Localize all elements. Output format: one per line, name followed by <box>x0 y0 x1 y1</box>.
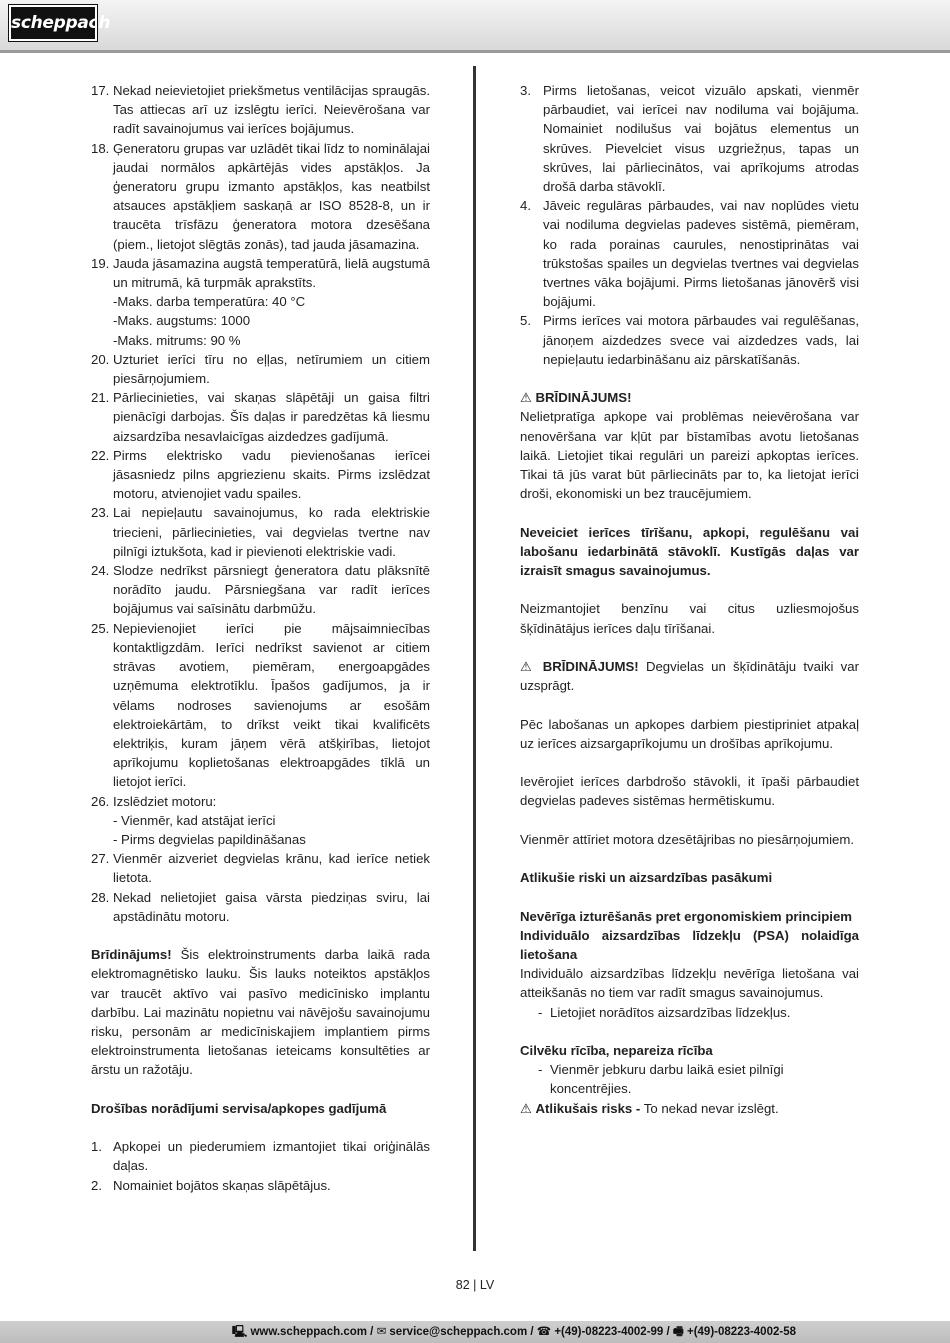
list-item <box>520 311 859 369</box>
inspection-list <box>520 81 859 369</box>
no-cleaning-running-warning: Neveiciet ierīces tīrīšanu, apkopi, regulēšanu vai labošanu iedarbinātā stāvoklī. Kustīgās daļas var izraisīt smagus savainojumus. <box>520 524 859 579</box>
refit-guards: Pēc labošanas un apkopes darbiem piestipriniet atpakaļ uz ierīces aizsargaprīkojumu un drošības aprīkojumu. <box>520 716 859 751</box>
item-number: 25. <box>91 620 110 636</box>
sub-item: -Maks. augstums: 1000 <box>113 313 251 329</box>
sub-item: - Vienmēr, kad atstājat ierīci <box>113 812 276 828</box>
list-item <box>91 446 430 504</box>
residual-risks-heading: Atlikušie riski un aizsardzības pasākumi <box>520 870 773 886</box>
human-behaviour-heading: Cilvēku rīcība, nepareiza rīcība <box>520 1043 713 1058</box>
item-number: 18. <box>91 140 110 156</box>
item-text: Nepievienojiet ierīci pie mājsaimniecības kontaktligzdām. Ierīci nedrīkst savienot ar citiem strāvas avotiem, piemēram, energoapgādes uzņēmuma elektrotīklu. Īpašos gadījumos, ja ir vēlams nodroses savienojums ar esošām elektroiekārtām, to drīkst veikt tikai kvalificēts elektriķis, kuram jāņem vērā atšķirības, lietojot aprīkojumu koplietošanas elektroapgādes tīklā un lietojot ierīci. <box>113 620 430 790</box>
item-text: Apkopei un piederumiem izmantojiet tikai oriģinālās daļas. <box>113 1139 430 1174</box>
list-item <box>91 81 430 139</box>
fax-icon: 🖷 <box>672 1326 684 1338</box>
item-number: 23. <box>91 505 110 521</box>
item-text: Ģeneratoru grupas var uzlādēt tikai līdz to nominālajai jaudai normālos apkārtējās vides apstākļos. Ja ģeneratoru grupu izmanto apstākļos, kas neatbilst atsauces apstākļiem saskaņā ar ISO 8528-8, un ir traucēta trīsfāzu ģeneratora motora dzesēšana (piem., lietojot slēgtās zonās), tad jauda jāsamazina. <box>113 140 430 252</box>
list-item <box>91 139 430 254</box>
page-number: 82 | LV <box>455 1278 495 1292</box>
item-number: 26. <box>91 793 110 809</box>
page-footer <box>0 1321 950 1343</box>
list-item <box>520 81 859 196</box>
brand-logo: scheppach <box>9 5 97 41</box>
website-link[interactable]: www.scheppach.com <box>250 1326 367 1338</box>
item-text: Nekad neievietojiet priekšmetus ventilācijas spraugās. Tas attiecas arī uz izslēgtu ierīci. Neievērošana var radīt savainojumus vai ierīces bojājumus. <box>113 83 430 137</box>
item-number: 5. <box>520 313 531 329</box>
contact-line: 🖳 www.scheppach.com / ✉ service@scheppach.com / ☎ +(49)-08223-4002-99 / 🖷 +(49)-08223-4002-58 <box>231 1326 796 1338</box>
fax-number: +(49)-08223-4002-58 <box>686 1326 796 1338</box>
item-text: Pirms elektrisko vadu pievienošanas ierīcei jāsasniedz pilns apgriezienu skaits. Pirms izslēdzat motoru, atvienojiet vadu spailes. <box>113 447 430 502</box>
item-number: 28. <box>91 889 110 905</box>
warning-icon: ⚠ <box>520 1100 532 1116</box>
item-number: 21. <box>91 390 110 406</box>
phone-number: +(49)-08223-4002-99 <box>554 1326 664 1338</box>
item-text: Lai nepieļautu savainojumus, ko rada elektriskie triecieni, pārliecinieties, vai degvielas tvertne nav pilnīgi iztukšota, kad ir pievienoti elektriskie vadi. <box>113 505 430 559</box>
item-number: 3. <box>520 83 531 98</box>
emf-warning: Brīdinājums! Šis elektroinstruments darba laikā rada elektromagnētisko lauku. Šis lauks noteiktos apstākļos var traucēt aktīvo vai pasīvo medicīnisko implantu darbību. Lai mazinātu nopietnu vai nāvējošu savainojumu risku, personām ar medicīniskajiem implantiem pirms elektroinstrumenta lietošanas ieteicams konsultēties ar ārstu un ražotāju. <box>91 947 430 1078</box>
human-bullet: - Vienmēr jebkuru darbu laikā esiet pilnīgi koncentrējies. <box>538 1062 784 1097</box>
list-item <box>91 1137 430 1175</box>
service-heading: Drošības norādījumi servisa/apkopes gadījumā <box>91 1100 387 1116</box>
item-text: Pārliecinieties, vai skaņas slāpētāji un gaisa filtri pienācīgi darbojas. Šīs daļas ir paredzētas kā liesmu aizsardzība nesavlaicīgas aizdedzes gadījumā. <box>113 390 430 444</box>
residual-risk-note: ⚠ Atlikušais risks - To nekad nevar izslēgt. <box>520 1100 779 1116</box>
item-text: Pirms ierīces vai motora pārbaudes vai regulēšanas, jānoņem aizdedzes svece vai aizdedzes vads, lai nepieļautu iedarbināšanu aiz pārskatīšanās. <box>543 313 859 367</box>
list-item <box>91 503 430 561</box>
warning-text: Nelietpratīga apkope vai problēmas neievērošana var nenovēršana var kļūt par bīstamības avotu lietošanas laikā. Lietojiet tikai regulāri un pareizi apkoptas ierīces. Tikai tā jūs varat būt pārliecināts par to, ka lietojat ierīci droši, ekonomiski un bez traucējumiem. <box>520 409 859 502</box>
list-item <box>520 196 859 311</box>
item-text: Vienmēr aizveriet degvielas krānu, kad ierīce netiek lietota. <box>113 851 430 886</box>
list-item <box>91 350 430 388</box>
item-number: 20. <box>91 351 110 367</box>
item-number: 22. <box>91 447 110 463</box>
item-number: 17. <box>91 83 110 98</box>
warning-icon: ⚠ <box>520 659 536 675</box>
item-text: Jauda jāsamazina augstā temperatūrā, lielā augstumā un mitrumā, kā turpmāk aprakstīts. <box>113 255 430 291</box>
clean-cooling-fins: Vienmēr attīriet motora dzesētājribas no piesārņojumiem. <box>520 831 854 847</box>
item-number: 4. <box>520 198 531 214</box>
item-text: Nekad nelietojiet gaisa vārsta piedziņas sviru, lai apstādinātu motoru. <box>113 889 430 924</box>
item-number: 24. <box>91 563 110 579</box>
item-number: 19. <box>91 255 110 271</box>
psa-heading: Individuālo aizsardzības līdzekļu (PSA) nolaidīga lietošana <box>520 927 859 962</box>
list-item <box>91 849 430 887</box>
email-link[interactable]: service@scheppach.com <box>389 1326 528 1338</box>
sub-item: - Pirms degvielas papildināšanas <box>113 831 306 847</box>
item-text: Slodze nedrīkst pārsniegt ģeneratora datu plāksnītē norādīto jaudu. Pārsniegšana var radīt ierīces bojājumus vai saīsinātu darbmūžu. <box>113 563 430 617</box>
item-number: 2. <box>91 1177 102 1193</box>
item-number: 1. <box>91 1139 102 1155</box>
vapour-warning: ⚠ BRĪDINĀJUMS! Degvielas un šķīdinātāju tvaiki var uzsprāgt. <box>520 659 859 694</box>
right-column <box>520 81 859 1118</box>
list-item <box>91 388 430 446</box>
check-fuel-system: Ievērojiet ierīces darbdrošo stāvokli, it īpaši pārbaudiet degvielas padeves sistēmas hermētiskumu. <box>520 774 859 809</box>
list-item <box>91 888 430 926</box>
sub-item: -Maks. darba temperatūra: 40 °C <box>113 294 306 310</box>
list-item <box>91 254 430 292</box>
list-item <box>91 1176 430 1195</box>
list-item <box>91 792 430 811</box>
page-header <box>0 0 950 53</box>
safety-list <box>91 81 430 926</box>
item-text: Pirms lietošanas, veicot vizuālo apskati, vienmēr pārbaudiet, vai ierīcei nav nodiluma vai bojājuma. Nomainiet nodilušus vai bojātus elementus un skrūves. Pievelciet visus uzgriežņus, tapas un skrūves, lai pārliecinātos, vai aprīkojums atrodas drošā darba stāvoklī. <box>543 83 859 195</box>
mail-icon: ✉ <box>376 1326 387 1338</box>
computer-icon: 🖳 <box>231 1326 248 1338</box>
warning-icon: ⚠ <box>520 390 532 406</box>
item-text: Uzturiet ierīci tīru no eļļas, netīrumiem un citiem piesārņojumiem. <box>113 351 430 387</box>
item-text: Jāveic regulāras pārbaudes, vai nav noplūdes vietu vai nodiluma degvielas padeves sistēmā, piemēram, ko rada porainas caurules, nenostiprinātas vai trūkstošas spailes un degvielas tvertnes vai degvielas tvertnes vāka bojājumi. Pirms lietošanas jānovērš visi bojājumi. <box>543 198 859 310</box>
column-divider <box>473 66 476 1251</box>
no-petrol-cleaning: Neizmantojiet benzīnu vai citus uzliesmojošus šķīdinātājus ierīces daļu tīrīšanai. <box>520 601 859 636</box>
warning-heading: ⚠ BRĪDINĀJUMS! <box>520 390 632 406</box>
item-text: Nomainiet bojātos skaņas slāpētājus. <box>113 1177 331 1193</box>
list-item <box>91 619 430 792</box>
psa-text: Individuālo aizsardzības līdzekļu nevērīga lietošana vai atteikšanās no tiem var radīt smagus savainojumus. <box>520 966 859 1001</box>
left-column <box>91 81 430 1195</box>
ergonomics-heading: Nevērīga izturēšanās pret ergonomiskiem principiem <box>520 908 852 924</box>
sub-item: -Maks. mitrums: 90 % <box>113 332 241 348</box>
service-list <box>91 1137 430 1195</box>
item-number: 27. <box>91 851 110 867</box>
psa-bullet: - Lietojiet norādītos aizsardzības līdzekļus. <box>538 1004 791 1020</box>
list-item <box>91 561 430 619</box>
item-text: Izslēdziet motoru: <box>113 793 217 809</box>
phone-icon: ☎ <box>536 1326 552 1338</box>
